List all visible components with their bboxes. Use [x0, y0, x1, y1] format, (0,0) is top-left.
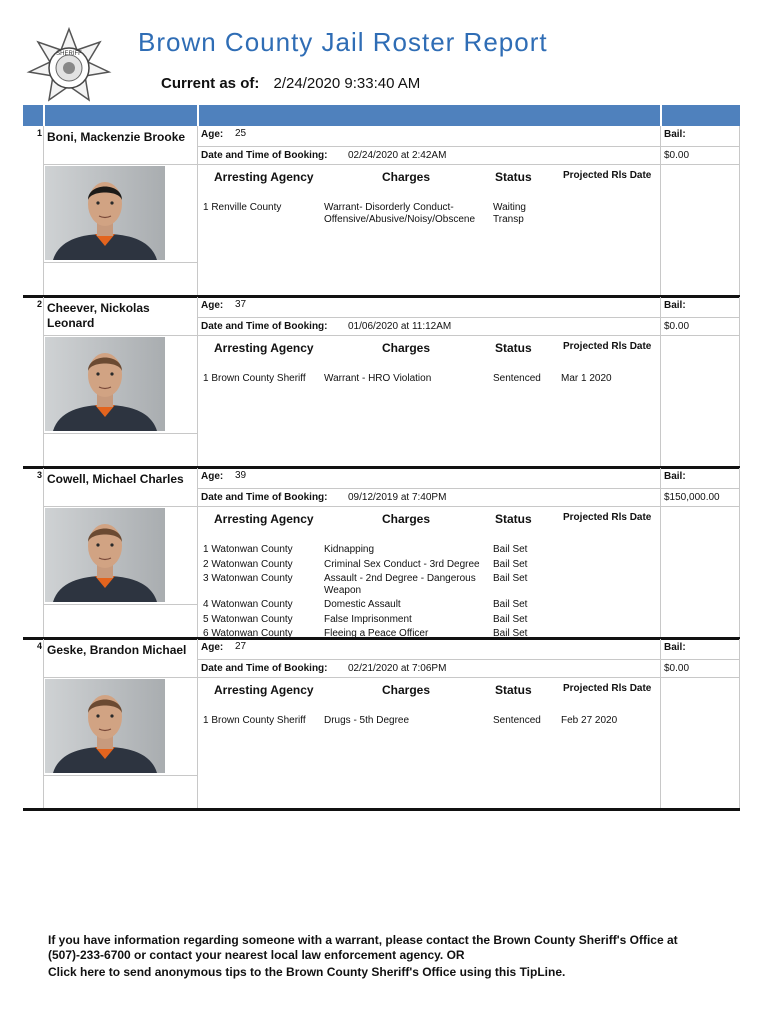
inmate-record — [23, 639, 740, 811]
grid-line — [739, 126, 740, 295]
mugshot-photo — [45, 337, 165, 431]
charges-header: Charges — [382, 170, 431, 184]
charge-status: Bail Set — [493, 573, 528, 584]
charge-agency: 3 Watonwan County — [203, 573, 293, 584]
age-label: Age: — [201, 129, 224, 140]
badge-text: SHERIFF — [56, 51, 82, 57]
record-number: 4 — [37, 641, 43, 651]
inmate-name: Boni, Mackenzie Brooke — [47, 130, 186, 144]
booking-value: 09/12/2019 at 7:40PM — [348, 492, 447, 503]
charge-agency: 4 Watonwan County — [203, 599, 293, 610]
grid-line — [43, 506, 740, 507]
release-header: Projected Rls Date — [563, 341, 652, 352]
grid-line — [197, 146, 740, 147]
charge-description: Drugs - 5th Degree — [324, 715, 410, 726]
charge-agency: 1 Brown County Sheriff — [203, 373, 306, 384]
grid-line — [197, 297, 198, 466]
record-number: 3 — [37, 470, 43, 480]
grid-line — [197, 659, 740, 660]
current-as-of — [161, 75, 420, 92]
grid-line — [43, 468, 44, 637]
mugshot-photo — [45, 166, 165, 260]
charge-agency: 1 Watonwan County — [203, 544, 293, 555]
bail-label: Bail: — [664, 300, 686, 311]
table-header-bar — [23, 105, 740, 126]
charge-release-date: Mar 1 2020 — [561, 373, 612, 384]
footer-info: If you have information regarding someone with a warrant, please contact the Brown County Sheriff's Office at (507)-233-6700 or contact your nearest local law enforcement agency. OR — [48, 933, 678, 962]
record-number: 1 — [37, 128, 43, 138]
charge-status: Bail Set — [493, 613, 528, 625]
booking-label: Date and Time of Booking: — [201, 663, 328, 674]
footer — [48, 933, 688, 982]
age-label: Age: — [201, 471, 224, 482]
grid-line — [660, 468, 661, 637]
charge-description: Domestic Assault — [324, 599, 401, 610]
age-label: Age: — [201, 642, 224, 653]
inmate-record — [23, 468, 740, 640]
age-value: 27 — [235, 641, 247, 652]
bail-value: $150,000.00 — [664, 492, 720, 503]
booking-value: 02/24/2020 at 2:42AM — [348, 150, 447, 161]
release-header: Projected Rls Date — [563, 512, 652, 523]
grid-line — [43, 604, 197, 605]
bail-label: Bail: — [664, 471, 686, 482]
status-header: Status — [495, 170, 532, 184]
tipline-link[interactable]: Click here to send anonymous tips to the Brown County Sheriff's Office using this TipLine. — [48, 965, 566, 979]
charge-status: Waiting Transp — [493, 202, 526, 225]
sheriff-badge-icon — [26, 26, 112, 106]
charge-status: Bail Set — [493, 558, 528, 570]
grid-line — [43, 677, 740, 678]
bail-value: $0.00 — [664, 321, 690, 332]
charge-status: Bail Set — [493, 628, 528, 639]
current-label: Current as of: — [161, 75, 260, 92]
charges-header: Charges — [382, 512, 431, 526]
charges-header: Charges — [382, 341, 431, 355]
charge-description: False Imprisonment — [324, 613, 412, 625]
charge-status: Bail Set — [493, 544, 528, 555]
grid-line — [739, 468, 740, 637]
booking-label: Date and Time of Booking: — [201, 150, 328, 161]
charge-description: Warrant - HRO Violation — [324, 373, 432, 384]
mugshot-photo — [45, 679, 165, 773]
charge-agency: 1 Renville County — [203, 202, 282, 213]
charge-agency: 5 Watonwan County — [203, 613, 293, 625]
grid-line — [43, 297, 44, 466]
release-header: Projected Rls Date — [563, 170, 652, 181]
age-value: 39 — [235, 470, 247, 481]
charge-description: Criminal Sex Conduct - 3rd Degree — [324, 558, 480, 570]
grid-line — [43, 433, 197, 434]
inmate-name: Cowell, Michael Charles — [47, 472, 184, 486]
grid-line — [43, 639, 44, 808]
grid-line — [43, 775, 197, 776]
status-header: Status — [495, 683, 532, 697]
charge-description: Kidnapping — [324, 544, 375, 555]
age-label: Age: — [201, 300, 224, 311]
grid-line — [197, 317, 740, 318]
agency-header: Arresting Agency — [214, 341, 314, 355]
age-value: 37 — [235, 299, 247, 310]
charge-description: Assault - 2nd Degree - Dangerous Weapon — [324, 573, 476, 596]
booking-label: Date and Time of Booking: — [201, 492, 328, 503]
booking-value: 01/06/2020 at 11:12AM — [348, 321, 452, 332]
grid-line — [43, 126, 44, 295]
grid-line — [43, 335, 740, 336]
grid-line — [197, 468, 198, 637]
agency-header: Arresting Agency — [214, 683, 314, 697]
page-title: Brown County Jail Roster Report — [138, 27, 548, 57]
inmate-record — [23, 297, 740, 469]
age-value: 25 — [235, 128, 247, 139]
booking-label: Date and Time of Booking: — [201, 321, 328, 332]
charge-agency: 6 Watonwan County — [203, 628, 293, 639]
charge-status: Sentenced — [493, 715, 541, 726]
grid-line — [43, 164, 740, 165]
inmate-name: Cheever, Nickolas Leonard — [47, 301, 150, 330]
charge-status: Bail Set — [493, 599, 528, 610]
grid-line — [197, 639, 198, 808]
bail-label: Bail: — [664, 129, 686, 140]
release-header: Projected Rls Date — [563, 683, 652, 694]
grid-line — [660, 639, 661, 808]
inmate-name: Geske, Brandon Michael — [47, 643, 187, 657]
bail-value: $0.00 — [664, 663, 690, 674]
grid-line — [739, 297, 740, 466]
record-number: 2 — [37, 299, 43, 309]
inmate-record — [23, 126, 740, 298]
grid-line — [660, 126, 661, 295]
charge-agency: 2 Watonwan County — [203, 558, 293, 570]
bail-label: Bail: — [664, 642, 686, 653]
charge-release-date: Feb 27 2020 — [561, 715, 618, 726]
grid-line — [660, 297, 661, 466]
charges-header: Charges — [382, 683, 431, 697]
agency-header: Arresting Agency — [214, 512, 314, 526]
mugshot-photo — [45, 508, 165, 602]
status-header: Status — [495, 512, 532, 526]
grid-line — [197, 126, 198, 295]
grid-line — [197, 488, 740, 489]
current-value: 2/24/2020 9:33:40 AM — [273, 75, 421, 92]
bail-value: $0.00 — [664, 150, 690, 161]
charge-status: Sentenced — [493, 373, 541, 384]
booking-value: 02/21/2020 at 7:06PM — [348, 663, 447, 674]
agency-header: Arresting Agency — [214, 170, 314, 184]
status-header: Status — [495, 341, 532, 355]
charge-description: Fleeing a Peace Officer — [324, 628, 429, 639]
grid-line — [739, 639, 740, 808]
grid-line — [43, 262, 197, 263]
charge-agency: 1 Brown County Sheriff — [203, 715, 306, 726]
charge-description: Warrant- Disorderly Conduct- Offensive/Abusive/Noisy/Obscene — [324, 202, 476, 225]
